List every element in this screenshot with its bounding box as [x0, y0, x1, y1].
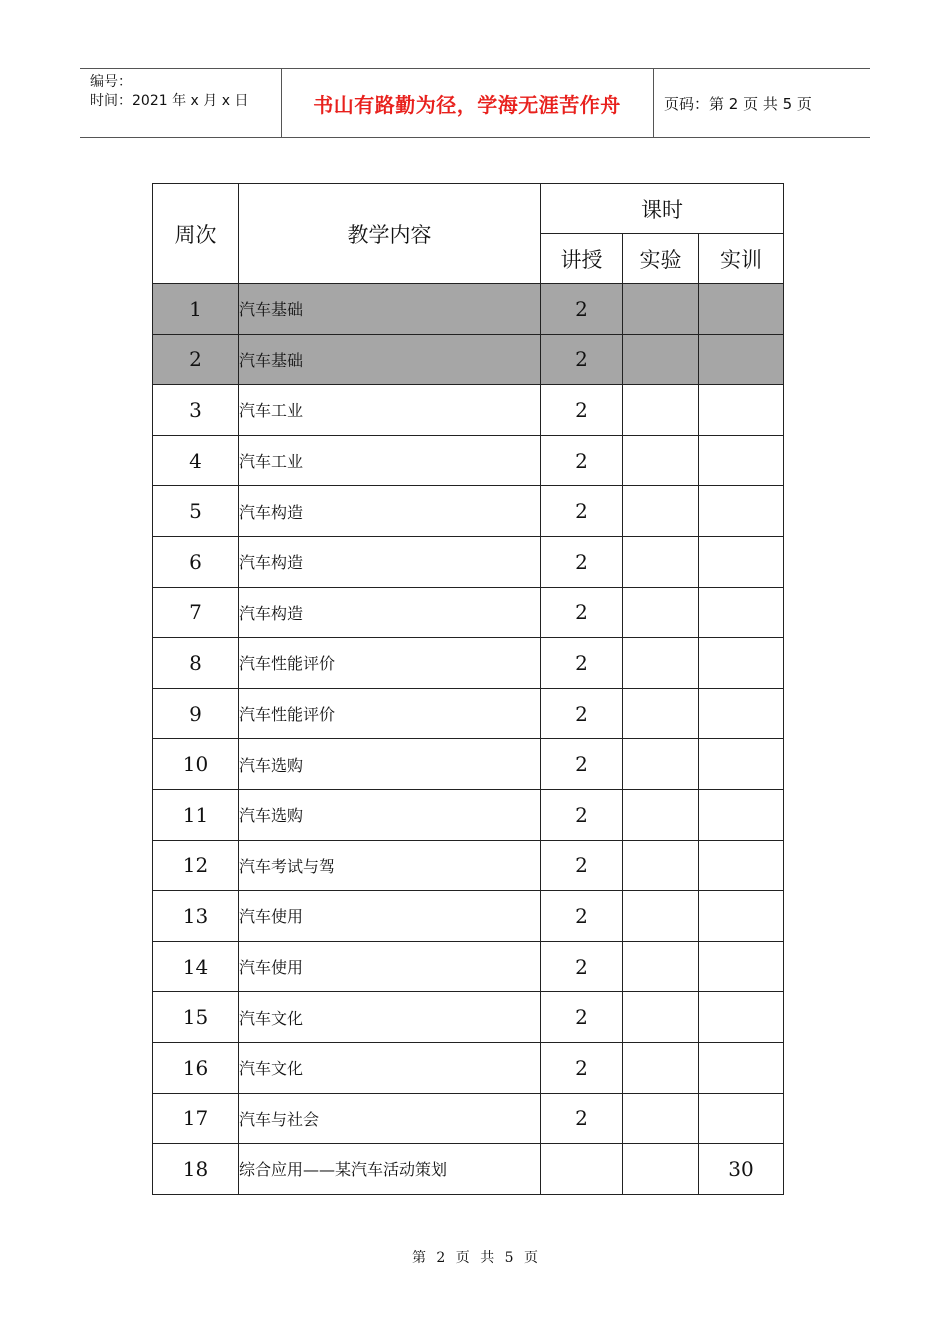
header-experiment: 实验	[623, 234, 699, 284]
practice-hours-cell	[699, 1093, 784, 1144]
lecture-hours-cell: 2	[541, 385, 623, 436]
table-row	[153, 284, 784, 335]
practice-hours-cell	[699, 688, 784, 739]
lecture-hours-cell: 2	[541, 891, 623, 942]
week-cell: 14	[153, 941, 239, 992]
week-cell: 9	[153, 688, 239, 739]
content-cell: 汽车文化	[239, 1042, 541, 1093]
experiment-hours-cell	[623, 284, 699, 335]
week-cell: 11	[153, 789, 239, 840]
header-meta	[80, 69, 282, 137]
table-row	[153, 385, 784, 436]
practice-hours-cell	[699, 992, 784, 1043]
practice-hours-cell	[699, 941, 784, 992]
table-row	[153, 536, 784, 587]
table-row	[153, 941, 784, 992]
practice-hours-cell	[699, 334, 784, 385]
content-cell: 综合应用——某汽车活动策划	[239, 1144, 541, 1195]
table-row	[153, 992, 784, 1043]
experiment-hours-cell	[623, 789, 699, 840]
table-row	[153, 1144, 784, 1195]
practice-hours-cell	[699, 587, 784, 638]
experiment-hours-cell	[623, 1093, 699, 1144]
content-cell: 汽车选购	[239, 739, 541, 790]
lecture-hours-cell: 2	[541, 941, 623, 992]
header-content: 教学内容	[239, 184, 541, 284]
experiment-hours-cell	[623, 334, 699, 385]
week-cell: 12	[153, 840, 239, 891]
experiment-hours-cell	[623, 1042, 699, 1093]
table-row	[153, 1042, 784, 1093]
practice-hours-cell	[699, 789, 784, 840]
page-header	[80, 68, 870, 138]
practice-hours-cell	[699, 739, 784, 790]
experiment-hours-cell	[623, 1144, 699, 1195]
lecture-hours-cell: 2	[541, 334, 623, 385]
content-cell: 汽车性能评价	[239, 638, 541, 689]
content-cell: 汽车工业	[239, 385, 541, 436]
lecture-hours-cell: 2	[541, 992, 623, 1043]
experiment-hours-cell	[623, 435, 699, 486]
practice-hours-cell	[699, 385, 784, 436]
experiment-hours-cell	[623, 688, 699, 739]
practice-hours-cell	[699, 284, 784, 335]
table-row	[153, 486, 784, 537]
content-cell: 汽车使用	[239, 941, 541, 992]
week-cell: 17	[153, 1093, 239, 1144]
lecture-hours-cell: 2	[541, 840, 623, 891]
lecture-hours-cell: 2	[541, 1093, 623, 1144]
practice-hours-cell	[699, 840, 784, 891]
content-cell: 汽车基础	[239, 334, 541, 385]
document-number-label: 编号：	[90, 74, 132, 90]
content-cell: 汽车构造	[239, 486, 541, 537]
content-cell: 汽车性能评价	[239, 688, 541, 739]
content-cell: 汽车基础	[239, 284, 541, 335]
experiment-hours-cell	[623, 891, 699, 942]
header-practice: 实训	[699, 234, 784, 284]
lecture-hours-cell	[541, 1144, 623, 1195]
week-cell: 16	[153, 1042, 239, 1093]
header-lecture: 讲授	[541, 234, 623, 284]
table-body	[153, 284, 784, 1195]
header-hours: 课时	[541, 184, 784, 234]
practice-hours-cell: 30	[699, 1144, 784, 1195]
lecture-hours-cell: 2	[541, 435, 623, 486]
experiment-hours-cell	[623, 739, 699, 790]
experiment-hours-cell	[623, 941, 699, 992]
experiment-hours-cell	[623, 587, 699, 638]
table-row	[153, 688, 784, 739]
week-cell: 7	[153, 587, 239, 638]
practice-hours-cell	[699, 486, 784, 537]
week-cell: 15	[153, 992, 239, 1043]
lecture-hours-cell: 2	[541, 739, 623, 790]
experiment-hours-cell	[623, 385, 699, 436]
practice-hours-cell	[699, 536, 784, 587]
lecture-hours-cell: 2	[541, 284, 623, 335]
week-cell: 3	[153, 385, 239, 436]
document-date-label: 时间：2021 年 x 月 x 日	[90, 93, 249, 109]
content-cell: 汽车文化	[239, 992, 541, 1043]
week-cell: 10	[153, 739, 239, 790]
header-page-label: 页码：第 2 页 共 5 页	[664, 94, 812, 113]
experiment-hours-cell	[623, 992, 699, 1043]
experiment-hours-cell	[623, 638, 699, 689]
lecture-hours-cell: 2	[541, 486, 623, 537]
lecture-hours-cell: 2	[541, 638, 623, 689]
week-cell: 2	[153, 334, 239, 385]
week-cell: 8	[153, 638, 239, 689]
table-row	[153, 638, 784, 689]
header-motto: 书山有路勤为径，学海无涯苦作舟	[281, 69, 654, 137]
week-cell: 5	[153, 486, 239, 537]
lecture-hours-cell: 2	[541, 587, 623, 638]
header-week: 周次	[153, 184, 239, 284]
lecture-hours-cell: 2	[541, 536, 623, 587]
course-schedule-table	[152, 183, 784, 1195]
lecture-hours-cell: 2	[541, 789, 623, 840]
lecture-hours-cell: 2	[541, 1042, 623, 1093]
lecture-hours-cell: 2	[541, 688, 623, 739]
table-row	[153, 891, 784, 942]
table-row	[153, 587, 784, 638]
practice-hours-cell	[699, 638, 784, 689]
page-footer: 第 2 页 共 5 页	[411, 1250, 539, 1266]
experiment-hours-cell	[623, 840, 699, 891]
week-cell: 1	[153, 284, 239, 335]
table-row	[153, 334, 784, 385]
table-row	[153, 435, 784, 486]
content-cell: 汽车考试与驾	[239, 840, 541, 891]
week-cell: 18	[153, 1144, 239, 1195]
week-cell: 4	[153, 435, 239, 486]
table-header-row	[153, 184, 784, 234]
table-row	[153, 739, 784, 790]
content-cell: 汽车构造	[239, 536, 541, 587]
content-cell: 汽车构造	[239, 587, 541, 638]
week-cell: 6	[153, 536, 239, 587]
table-row	[153, 789, 784, 840]
content-cell: 汽车与社会	[239, 1093, 541, 1144]
content-cell: 汽车工业	[239, 435, 541, 486]
experiment-hours-cell	[623, 486, 699, 537]
table-row	[153, 840, 784, 891]
content-cell: 汽车选购	[239, 789, 541, 840]
practice-hours-cell	[699, 1042, 784, 1093]
table-row	[153, 1093, 784, 1144]
experiment-hours-cell	[623, 536, 699, 587]
content-cell: 汽车使用	[239, 891, 541, 942]
week-cell: 13	[153, 891, 239, 942]
practice-hours-cell	[699, 891, 784, 942]
practice-hours-cell	[699, 435, 784, 486]
